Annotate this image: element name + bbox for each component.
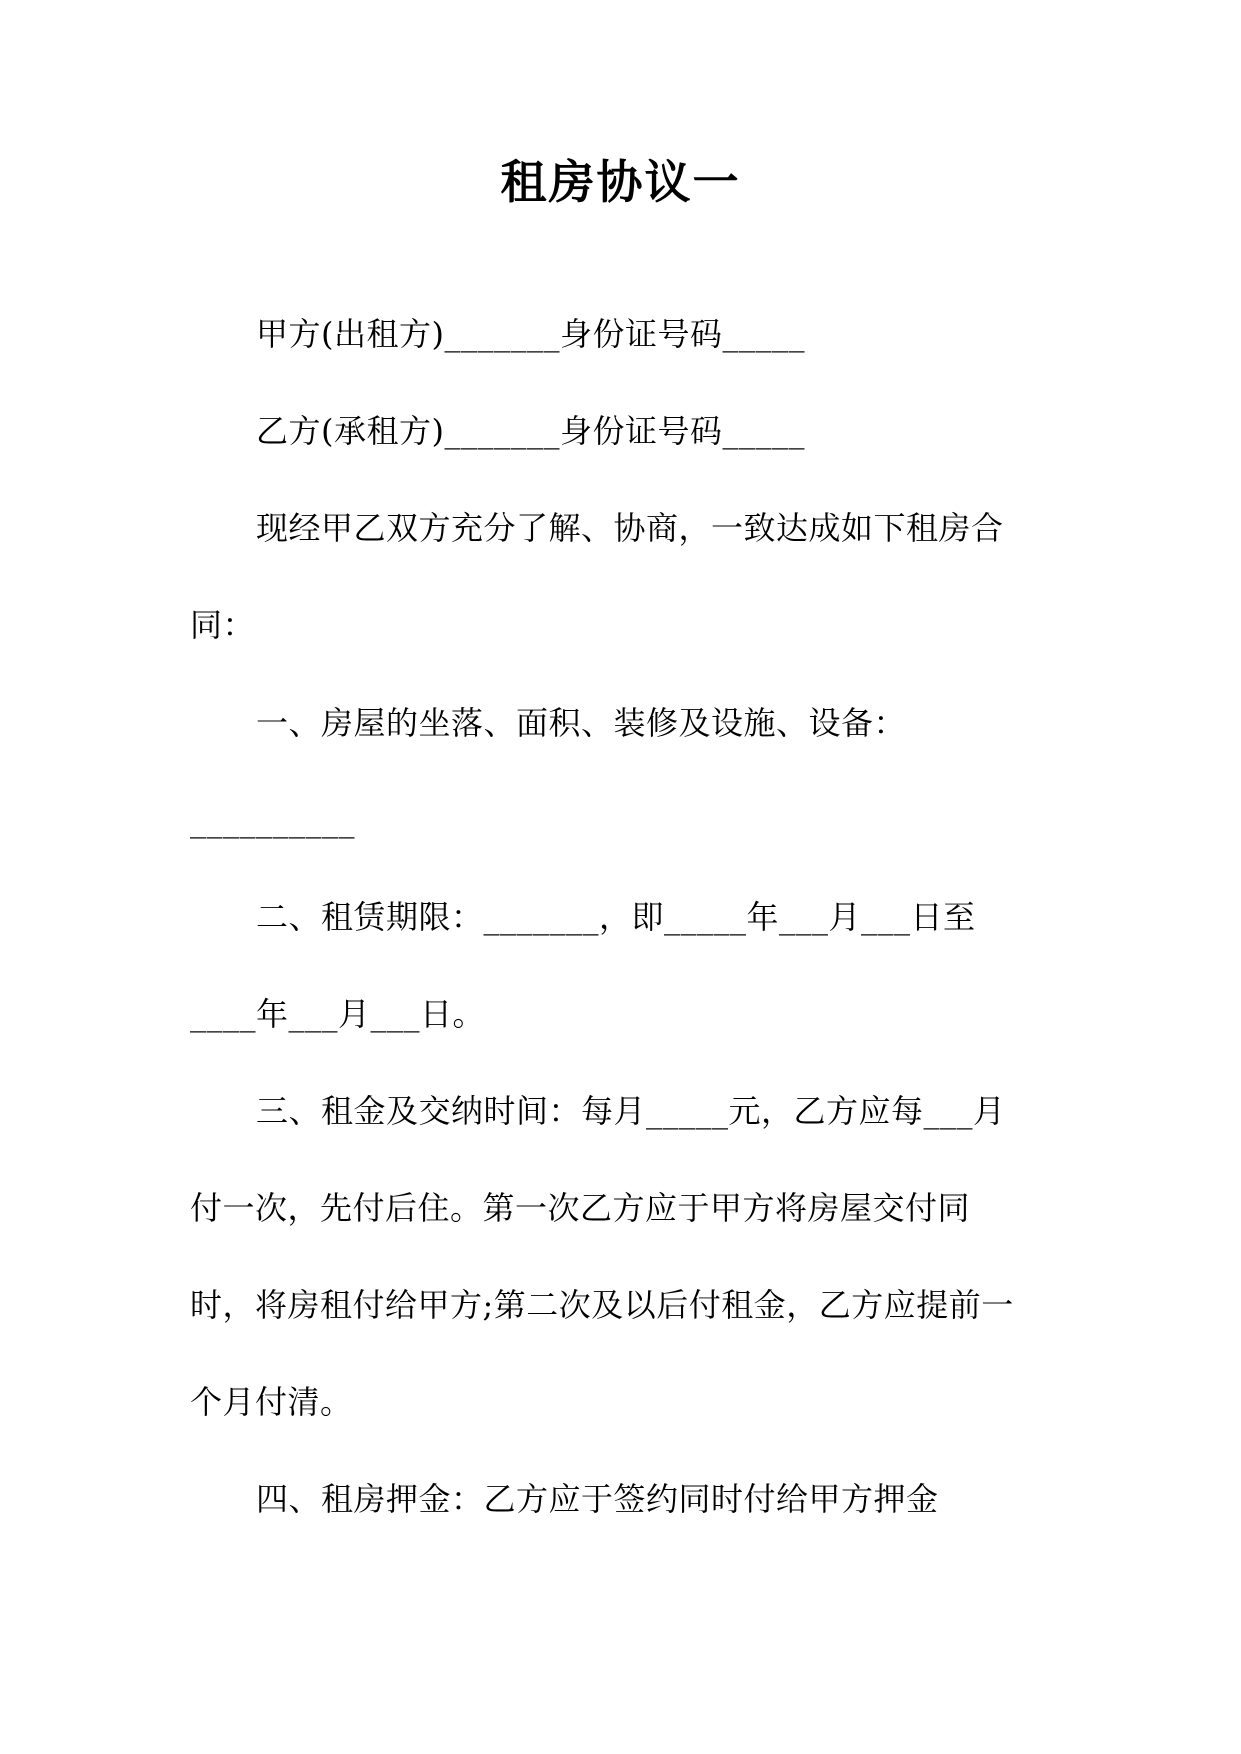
document-title: 租房协议一	[500, 155, 741, 209]
preamble-line-2: 同：	[190, 606, 256, 644]
party-b-line: 乙方(承租方)_______身份证号码_____	[256, 412, 805, 450]
clause-1-line-1: 一、房屋的坐落、面积、装修及设施、设备：	[256, 704, 907, 742]
clause-4-line-1: 四、租房押金：乙方应于签约同时付给甲方押金	[256, 1480, 939, 1518]
clause-1-line-2: __________	[190, 801, 355, 839]
clause-3-line-3: 时，将房租付给甲方;第二次及以后付租金，乙方应提前一	[190, 1286, 1014, 1324]
party-a-line: 甲方(出租方)_______身份证号码_____	[256, 315, 805, 353]
clause-3-line-2: 付一次，先付后住。第一次乙方应于甲方将房屋交付同	[190, 1189, 971, 1227]
clause-3-line-4: 个月付清。	[190, 1383, 353, 1421]
preamble-line-1: 现经甲乙双方充分了解、协商，一致达成如下租房合	[256, 509, 1004, 547]
clause-2-line-1: 二、租赁期限：_______，即_____年___月___日至	[256, 898, 976, 936]
clause-2-line-2: ____年___月___日。	[190, 995, 486, 1033]
clause-3-line-1: 三、租金及交纳时间：每月_____元，乙方应每___月	[256, 1092, 1006, 1130]
